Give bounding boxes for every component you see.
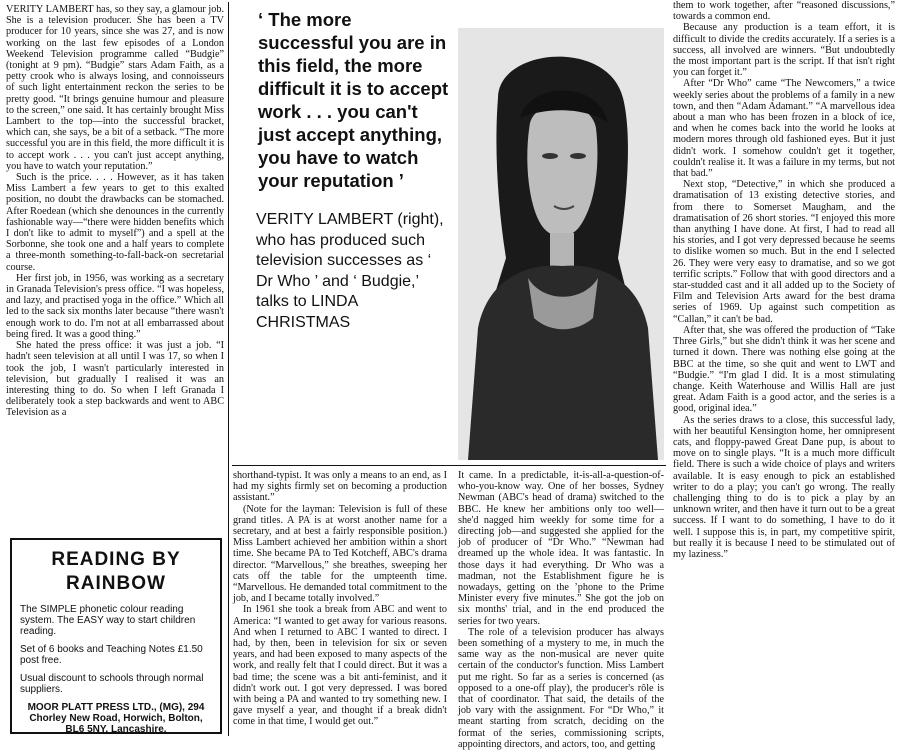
ad-line: The SIMPLE phonetic colour reading system. The EASY way to start children reading. bbox=[20, 604, 196, 637]
paragraph: After that, she was offered the production of “Take Three Girls,” but she didn't think it was her scene and turned it down. There was nothing else going at the BBC at the time, so she quit and went to LWT and “Budgie.” “I'm glad I did. It is a most stimulating change. Keith Waterhouse and Willis Hall are just great. Adam Faith is a good actor, and the series is a good, original idea.” bbox=[673, 324, 895, 415]
article-column-2 bbox=[233, 470, 447, 738]
ad-line: Usual discount to schools through normal suppliers. bbox=[20, 673, 204, 695]
ad-title: READING BY RAINBOW bbox=[51, 549, 181, 594]
article-column-3 bbox=[458, 470, 664, 750]
ad-address: MOOR PLATT PRESS LTD., (MG), 294 Chorley New Road, Horwich, Bolton, BL6 5NY, Lancashire. bbox=[27, 702, 205, 735]
portrait-illustration bbox=[458, 28, 664, 460]
paragraph: Her first job, in 1956, was working as a secretary in Granada Television's press office. “I was hopeless, and lazy, and practised yoga in the office.” Which all led to the sack six months later because “there wasn't enough work to do. I'm not at all embarrassed about being fired. It was a good thing.” bbox=[6, 272, 224, 340]
standfirst: VERITY LAMBERT (right), who has produced such television successes as ‘ Dr Who ’ and ‘ Budgie,’ talks to LINDA CHRISTMAS bbox=[256, 211, 444, 331]
paragraph: (Note for the layman: Television is full of these grand titles. A PA is at worst another name for a secretary, and at best a fairly responsible position.) Miss Lambert achieved her ambition within a short time. She became PA to Ted Kotcheff, ABC's drama director. “Marvellous,” she breathes, sweeping her cats off the table for the umpteenth time. “Marvellous. He demanded total commitment to the job, and I became totally involved.” bbox=[233, 503, 447, 605]
advertisement-box bbox=[10, 538, 222, 734]
column-divider bbox=[228, 2, 229, 736]
paragraph: She hated the press office: it was just a job. “I hadn't seen television at all until I was 17, so when I took the job, I wasn't particularly interested in television, but gradually I realised it was an interesting thing to do. So when I left Granada I deliberately took a step backwards and went to ABC Television as a bbox=[6, 340, 224, 419]
paragraph: After “Dr Who” came “The Newcomers,” a twice weekly series about the problems of a family in a new town, and then “Adam Adamant.” “A marvellous idea about a man who has been frozen in a block of ice, and when he comes back into the world he looks at modern mores through old fashioned eyes. But it just didn't work. I somehow couldn't get it together, couldn't realise it. It was a failure in my terms, but not that bad.” bbox=[673, 78, 895, 180]
pull-quote: ‘ The more successful you are in this field, the more difficult it is to accept work . . . you can't just accept anything, you have to watch your reputation ’ bbox=[258, 9, 449, 191]
paragraph: shorthand-typist. It was only a means to an end, as I had my sights firmly set on becoming a production assistant.” bbox=[233, 470, 447, 504]
paragraph: Such is the price. . . . However, as it has taken Miss Lambert a few years to get to this exalted position, no doubt the drawbacks can be stomached. After Roedean (which she denounces in the currently fashionable way—“there were hidden benefits which I don't like to admit to myself”) and a spell at the Sorbonne, she took one and a half years to complete a three-month something-to-fall-back-on secretarial course. bbox=[6, 172, 224, 273]
portrait-photo bbox=[458, 28, 664, 460]
ad-line: Set of 6 books and Teaching Notes £1.50 post free. bbox=[20, 644, 203, 666]
pull-quote-box bbox=[244, 8, 452, 468]
article-column-4 bbox=[673, 0, 895, 738]
paragraph: Because any production is a team effort, it is difficult to divide the credits accurately. If a series is a success, all involved are winners. “But undoubtedly the most important part is the script. If that isn't right you can forget it.” bbox=[673, 22, 895, 79]
paragraph: Next stop, “Detective,” in which she produced a dramatisation of 13 existing detective stories, and from there to Somerset Maugham, and the dramatisation of 26 short stories. “I enjoyed this more than anything I have done. At first, I had to read all his stories, and I got very depressed because he seems to dislike women so much. But in the end I selected 26. They were very easy to dramatise, and so we got terrific scripts.” Follow that with good directors and a star-studded cast and it all added up to the Society of Film and Television Arts award for the best drama series of 1969. Up against such competition as “Callan,” it can't be bad. bbox=[673, 179, 895, 325]
paragraph: them to work together, after “reasoned discussions,” towards a common end. bbox=[673, 0, 895, 23]
paragraph: The role of a television producer has always been something of a mystery to me, in much the same way as the non-musical are never quite certain of the conductor's function. Miss Lambert put me right. So far as a series is concerned (as opposed to a one-off play), the producer's rôle is that of coordinator. That said, the details of the job vary with the assignment. For “Dr Who,” it meant starting from scratch, deciding on the format of the series, commissioning scripts, appointing directors, and actors, too, and getting bbox=[458, 626, 664, 750]
section-divider bbox=[232, 465, 666, 466]
article-column-1 bbox=[6, 4, 224, 526]
paragraph: VERITY LAMBERT has, so they say, a glamour job. She is a television producer. She has been a TV producer for 10 years, since she was 27, and is now working on the last few episodes of a London Weekend Television programme called “Budgie” (tonight at 9 pm). “Budgie” stars Adam Faith, as a petty crook who is always losing, and connoisseurs of such light entertainment reckon the series to be pretty good. “It brings genuine humour and pleasure to the screen,” one said. It has certainly brought Miss Lambert to the top—into the successful bracket, which can, she says, be a bit of a setback. “The more successful you are in this field, the more difficult it is to accept work . . . you can't just accept anything, you have to watch your reputation.” bbox=[6, 4, 224, 172]
paragraph: It came. In a predictable, it-is-all-a-question-of-who-you-know way. One of her bosses, Sydney Newman (ABC's head of drama) switched to the BBC. He knew her ambitions only too well—she'd nagged him weekly for some time for a directing job—and suggested she applied for the job of producer of “Dr Who.” “Newman had dreamed up the whole idea. It was fantastic. In those days it had everything. Dr Who was a madman, not the Establishment figure he is nowadays, getting on the ’phone to the Prime Minister every five minutes.” She got the job on six months' trial, and in the end produced the series for two years. bbox=[458, 470, 664, 627]
paragraph: In 1961 she took a break from ABC and went to America: “I wanted to get away for various reasons. And when I returned to ABC I wanted to direct. I had, by then, been in television for six or seven years, and had been exposed to many aspects of the work, and really felt that I could direct. But it was a bad time; the scene was a bit anti-feminist, and it didn't work out. I got very depressed. I was bored with being a PA and wanted to try something new. I gave myself a year, and thought if a break didn't come in that time, I would get out.” bbox=[233, 604, 447, 728]
paragraph: As the series draws to a close, this successful lady, with her beautiful Kensington home, her omnipresent cats, and floppy-pawed Great Dane pup, is about to move on to single plays. “It is a much more difficult field. There is such a wide choice of plays and writers available. It is easy enough to pick an established writer to do a play; you can't go wrong. The really challenging thing to do is to pick a play by an unknown writer, and then have it turn out to be a great success. If I want to do something, I have to do it well. I suppose this is, in part, my competitive spirit, but really it is because I need to be stimulated out of my laziness.” bbox=[673, 414, 895, 560]
